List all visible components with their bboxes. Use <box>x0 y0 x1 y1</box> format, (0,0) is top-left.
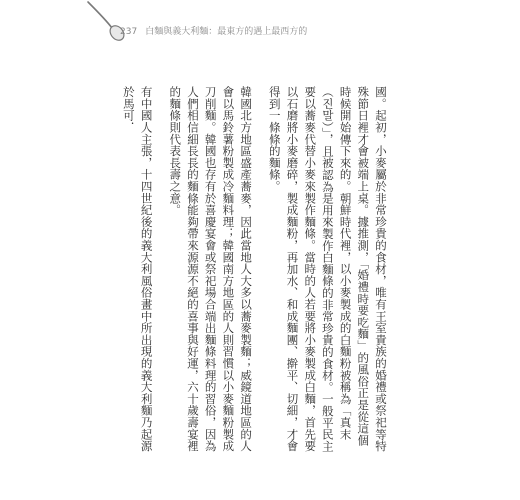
paragraph: 韓國北方地區盛產蕎麥，因此當地人大多以蕎麥製麵；威鏡道地區的人會以馬鈴薯粉製成冷麵料理；韓國南方地區的人則習慣以小麥麵粉製成刀削麵。韓國也存有於喜慶宴會或祭祀場合端出麵條料理的習俗，因為人們相信細長長的麵條能夠帶來源源不絕的喜事與好運，六十歲壽宴裡的麵條則代表長壽之意。 <box>168 86 254 452</box>
running-header <box>120 24 307 37</box>
page-number: 237 <box>120 27 138 37</box>
spoon-icon <box>86 0 126 44</box>
body-text <box>121 86 389 456</box>
paragraph: 國。起初，小麥屬於非常珍貴的食材，唯有王室貴族的婚禮或祭祀等特殊節日裡才會被端上桌。據推測，「婚禮時要吃麵」的風俗正是從這個時候開始傳下來的。朝鮮時代裡，以小麥製成的白麵粉被稱為「真末（진말）」，且被認為是用來製作白麵條的非常珍貴的食材。一般平民主要以蕎麥代替小麥來製作麵條。當時的人若要將小麥製成白麵，首先要以石磨將小麥磨碎，製成麵粉，再加水、和成麵團、擀平、切細，才會得到一條條的麵條。 <box>267 86 388 453</box>
running-title: 白麵與義大利麵：最東方的遇上最西方的 <box>145 27 308 37</box>
paragraph: 有中國人主張，十四世紀後的義大利風俗畫中所出現的義大利麵乃起源於馬可． <box>121 86 154 452</box>
